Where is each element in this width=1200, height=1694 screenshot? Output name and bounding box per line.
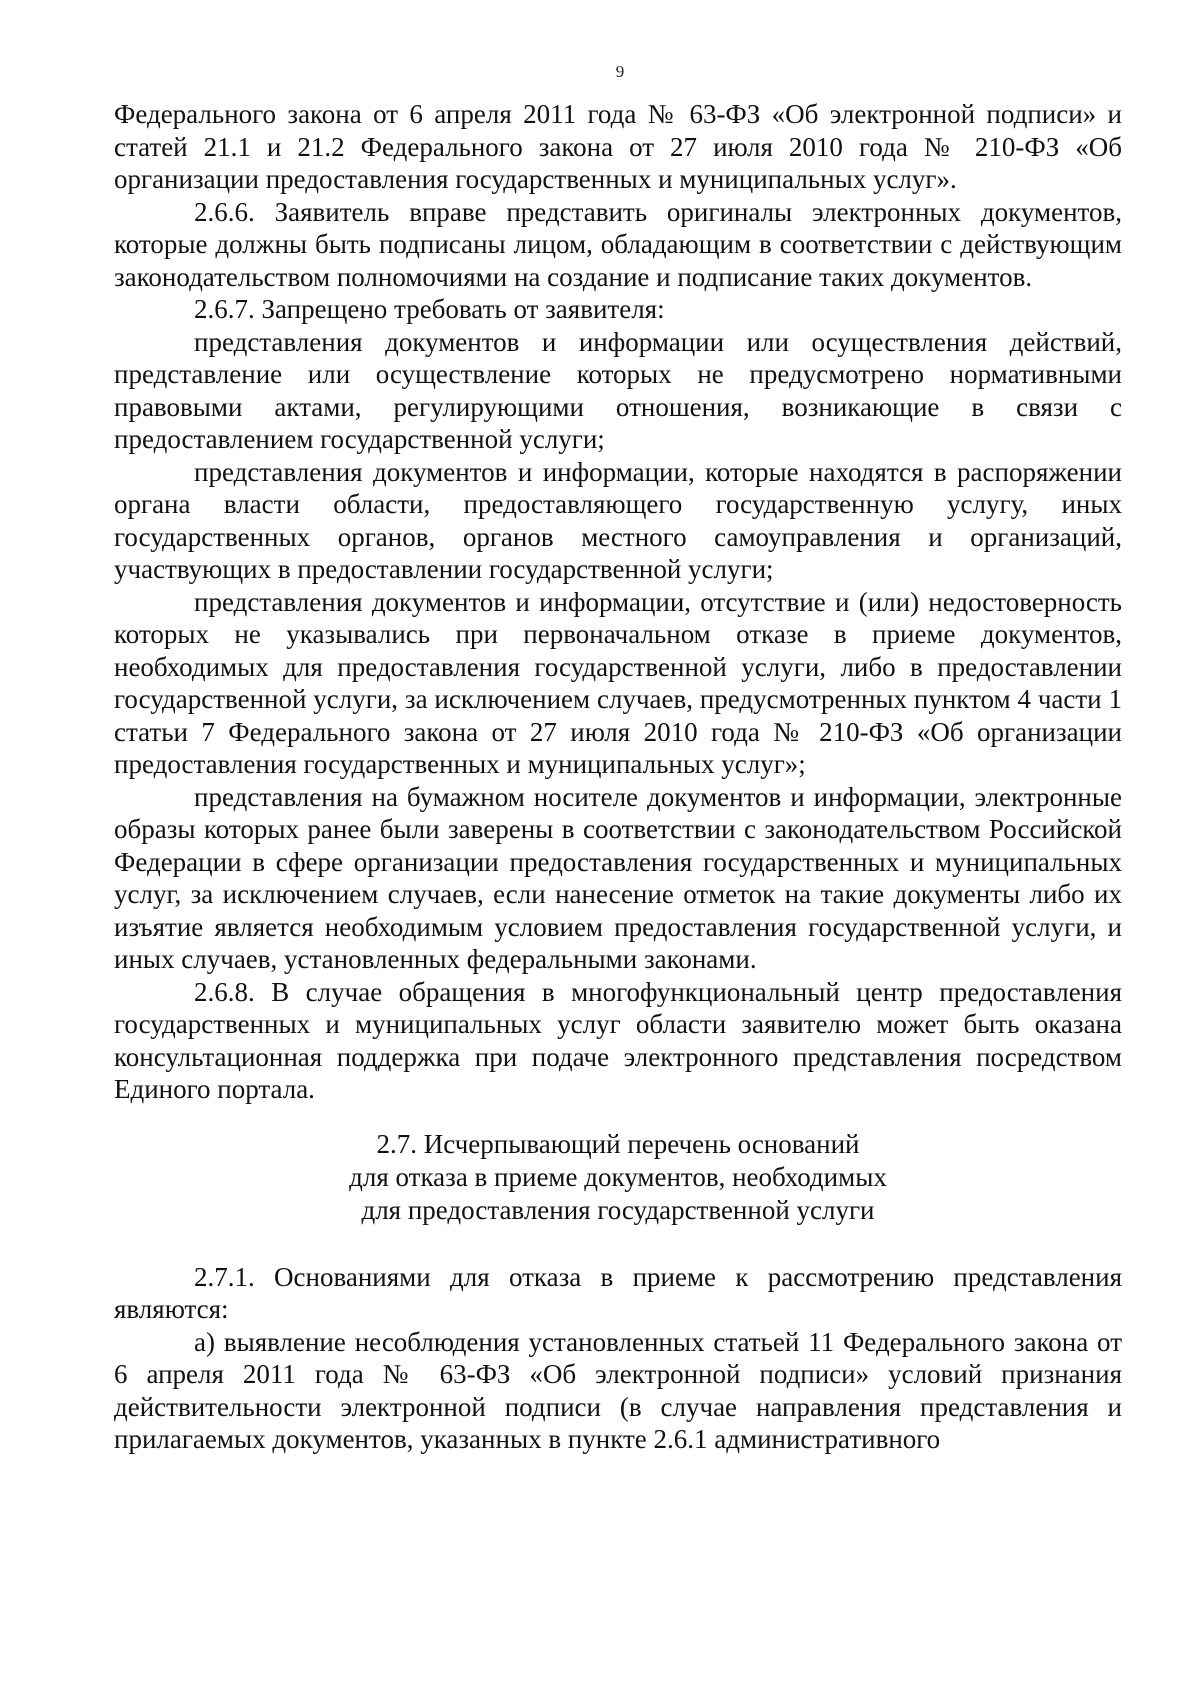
document-body (114, 98, 1122, 1456)
paragraph-2-6-6: 2.6.6. Заявитель вправе представить оригиналы электронных документов, которые должны быть подписаны лицом, обладающим в соответствии с действующим законодательством полномочиями на создание и подписание таких документов. (114, 196, 1122, 292)
section-heading-line: для отказа в приеме документов, необходимых (349, 1161, 887, 1192)
section-heading-line: для предоставления государственной услуги (361, 1194, 875, 1225)
paragraph-2-7-1: 2.7.1. Основаниями для отказа в приеме к рассмотрению представления являются: (114, 1261, 1122, 1324)
section-heading-line: 2.7. Исчерпывающий перечень оснований (376, 1128, 860, 1159)
paragraph-2-6-8: 2.6.8. В случае обращения в многофункциональный центр предоставления государственных и муниципальных услуг области заявителю может быть оказана консультационная поддержка при подаче электронного представления посредством Единого портала. (114, 976, 1122, 1104)
paragraph-2-6-7: 2.6.7. Запрещено требовать от заявителя: (194, 294, 665, 324)
section-heading-2-7 (114, 1128, 1122, 1227)
list-item-prohibition-3: представления документов и информации, отсутствие и (или) недостоверность которых не указывались при первоначальном отказе в приеме документов, необходимых для предоставления государственной услуги, либо в предоставлении государственной услуги, за исключением случаев, предусмотренных пунктом 4 части 1 статьи 7 Федерального закона от 27 июля 2010 года № 210-ФЗ «Об организации предоставления государственных и муниципальных услуг»; (114, 586, 1122, 779)
page-number: 9 (615, 62, 625, 81)
list-item-prohibition-1: представления документов и информации или осуществления действий, представление или осуществление которых не предусмотрено нормативными правовыми актами, регулирующими отношения, возникающие в связи с предоставлением государственной услуги; (114, 326, 1122, 454)
list-item-prohibition-2: представления документов и информации, которые находятся в распоряжении органа власти области, предоставляющего государственную услугу, иных государственных органов, органов местного самоуправления и организаций, участвующих в предоставлении государственной услуги; (114, 456, 1122, 584)
list-item-ground-a: а) выявление несоблюдения установленных статьей 11 Федерального закона от 6 апреля 2011 года № 63-ФЗ «Об электронной подписи» условий признания действительности электронной подписи (в случае направления представления и прилагаемых документов, указанных в пункте 2.6.1 административного (114, 1326, 1122, 1454)
paragraph-continuation: Федерального закона от 6 апреля 2011 года № 63-ФЗ «Об электронной подписи» и статей 21.1 и 21.2 Федерального закона от 27 июля 2010 года № 210-ФЗ «Об организации предоставления государственных и муниципальных услуг». (114, 99, 1122, 194)
list-item-prohibition-4: представления на бумажном носителе документов и информации, электронные образы которых ранее были заверены в соответствии с законодательством Российской Федерации в сфере организации предоставления государственных и муниципальных услуг, за исключением случаев, если нанесение отметок на такие документы либо их изъятие является необходимым условием предоставления государственной услуги, и иных случаев, установленных федеральными законами. (114, 781, 1122, 974)
